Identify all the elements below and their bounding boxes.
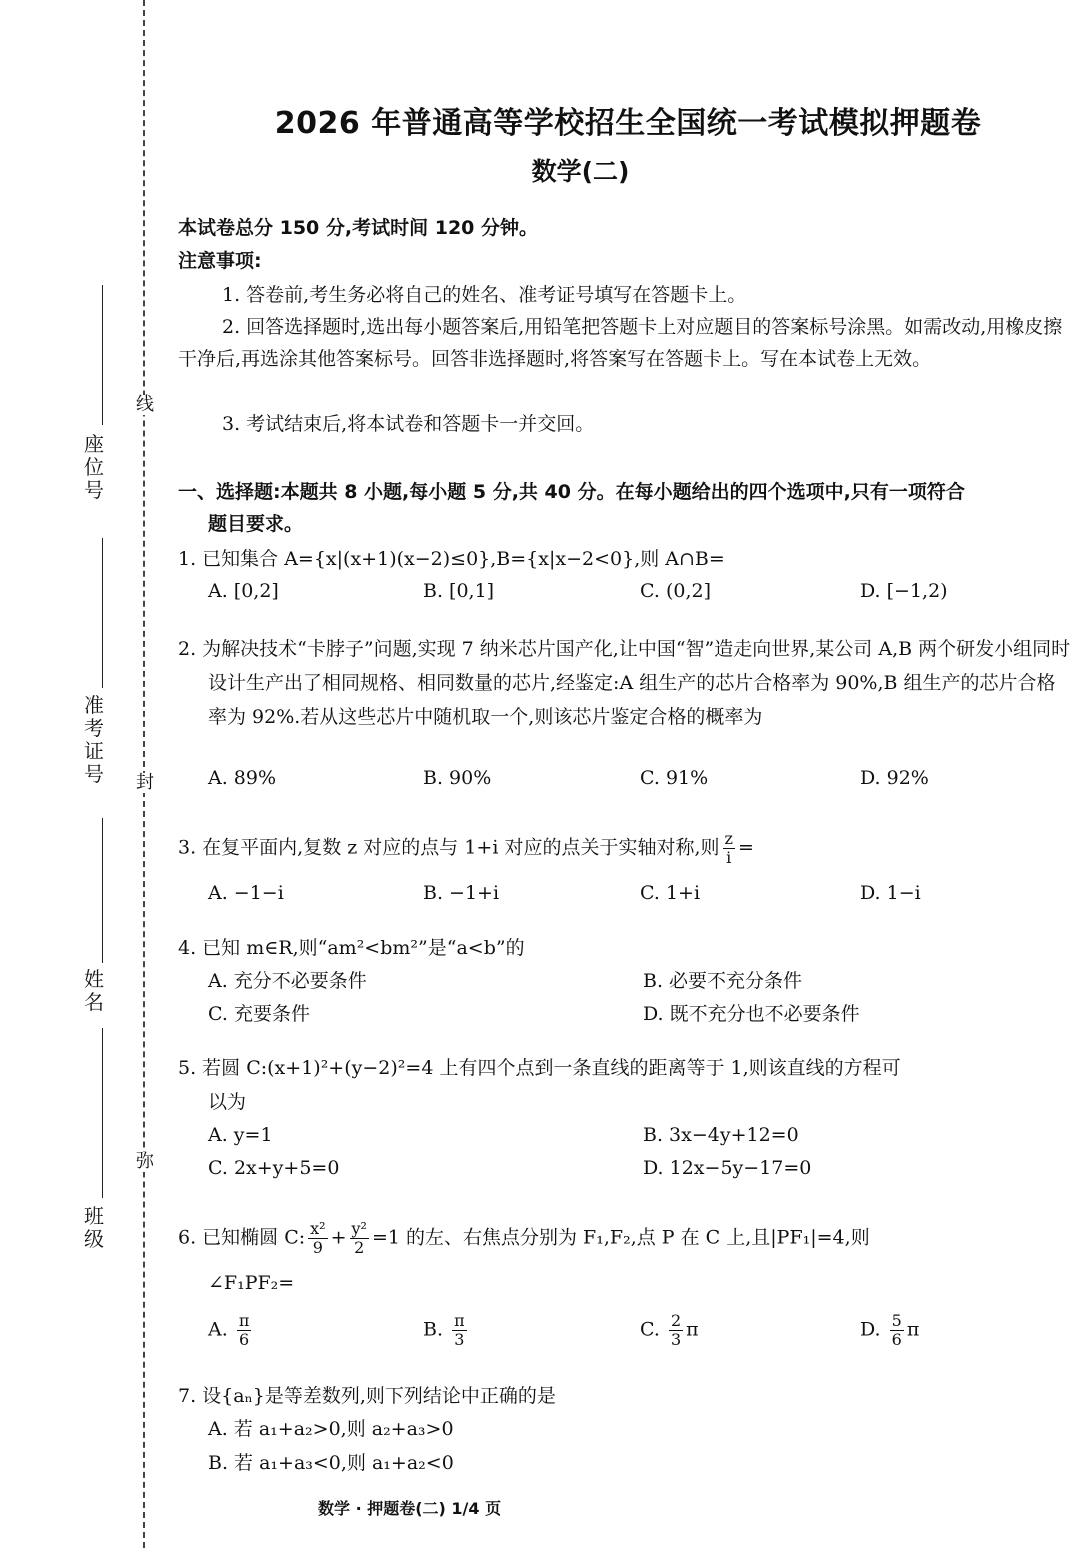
q6-d-frac — [890, 1312, 904, 1349]
q6-fraction-y — [350, 1220, 369, 1257]
q6-d-den: 6 — [891, 1330, 902, 1349]
q6-c-label: C. — [640, 1318, 660, 1341]
q6-c-frac — [669, 1312, 683, 1349]
class-label: 班级 — [84, 1204, 104, 1251]
q3-option-a: A. −1−i — [208, 882, 284, 904]
q6-stem-rest: =1 的左、右焦点分别为 F₁,F₂,点 P 在 C 上,且|PF₁|=4,则 — [371, 1226, 870, 1249]
q7-stem: 7. 设{aₙ}是等差数列,则下列结论中正确的是 — [178, 1385, 556, 1407]
q2-option-d: D. 92% — [860, 767, 929, 789]
q3-stem-equals: = — [737, 836, 754, 859]
notes-heading: 注意事项: — [178, 250, 262, 272]
q1-option-c: C. (0,2] — [640, 580, 711, 602]
q4-option-d: D. 既不充分也不必要条件 — [643, 1003, 860, 1025]
q5-stem-cont: 以为 — [208, 1091, 247, 1113]
q6-d-label: D. — [860, 1318, 881, 1341]
name-label: 姓名 — [84, 967, 104, 1014]
page-footer: 数学 · 押题卷(二) 1/4 页 — [318, 1499, 502, 1518]
page-title: 2026 年普通高等学校招生全国统一考试模拟押题卷 — [274, 106, 982, 141]
q6-f1-num: x² — [310, 1219, 326, 1238]
class-rule — [102, 1028, 103, 1198]
q3-option-b: B. −1+i — [423, 882, 500, 904]
seal-char-xian: 线 — [136, 394, 154, 415]
q4-option-c: C. 充要条件 — [208, 1003, 310, 1025]
q1-stem: 1. 已知集合 A={x|(x+1)(x−2)≤0},B={x|x−2<0},则 A∩B= — [178, 548, 725, 570]
q7-option-b: B. 若 a₁+a₃<0,则 a₁+a₂<0 — [208, 1452, 454, 1474]
q3-option-c: C. 1+i — [640, 882, 701, 904]
q6-stem — [178, 1220, 870, 1257]
q6-stem-text: 6. 已知椭圆 C: — [178, 1226, 306, 1249]
page-subtitle: 数学(二) — [531, 157, 630, 186]
q2-option-b: B. 90% — [423, 767, 492, 789]
seat-number-rule — [102, 285, 103, 425]
q3-frac-num: z — [724, 829, 733, 848]
q6-option-c — [640, 1312, 699, 1349]
q6-option-d — [860, 1312, 919, 1349]
q6-option-b — [423, 1312, 470, 1349]
q4-stem: 4. 已知 m∈R,则“am²<bm²”是“a<b”的 — [178, 937, 525, 959]
q3-fraction — [723, 830, 735, 867]
q3-option-d: D. 1−i — [860, 882, 921, 904]
q6-fraction-x — [308, 1220, 327, 1257]
q7-option-a: A. 若 a₁+a₂>0,则 a₂+a₃>0 — [208, 1418, 454, 1440]
note-2: 2. 回答选择题时,选出每小题答案后,用铅笔把答题卡上对应题目的答案标号涂黑。如需改动,用橡皮擦干净后,再选涂其他答案标号。回答非选择题时,将答案写在答题卡上。写在本试卷上无效。 — [178, 316, 1063, 370]
q2-stem: 2. 为解决技术“卡脖子”问题,实现 7 纳米芯片国产化,让中国“智”造走向世界,某公司 A,B 两个研发小组同时设计生产出了相同规格、相同数量的芯片,经鉴定:A 组生产的芯片合格率为 90%,B 组生产的芯片合格率为 92%.若从这些芯片中随机取一个,则该芯片鉴定合格的概率为 — [178, 638, 1071, 728]
section1-heading-cont: 题目要求。 — [208, 513, 304, 535]
q1-option-a: A. [0,2] — [208, 580, 279, 602]
q6-c-den: 3 — [670, 1330, 682, 1349]
q4-option-b: B. 必要不充分条件 — [643, 970, 803, 992]
q6-a-num: π — [238, 1311, 250, 1330]
q6-b-frac — [452, 1312, 467, 1349]
q1-option-b: B. [0,1] — [423, 580, 495, 602]
q5-stem: 5. 若圆 C:(x+1)²+(y−2)²=4 上有四个点到一条直线的距离等于 1,则该直线的方程可 — [178, 1057, 901, 1079]
q6-plus: + — [330, 1226, 347, 1249]
q6-option-a — [208, 1312, 254, 1349]
q5-option-d: D. 12x−5y−17=0 — [643, 1157, 812, 1179]
section1-heading: 一、选择题:本题共 8 小题,每小题 5 分,共 40 分。在每小题给出的四个选项中,只有一项符合 — [178, 481, 965, 503]
q5-option-a: A. y=1 — [208, 1124, 273, 1146]
seal-char-mi: 弥 — [136, 1151, 154, 1172]
q6-b-label: B. — [423, 1318, 444, 1341]
q1-option-d: D. [−1,2) — [860, 580, 948, 602]
q6-f2-num: y² — [351, 1219, 367, 1238]
seal-char-feng: 封 — [136, 772, 154, 793]
q6-d-num: 5 — [891, 1311, 902, 1330]
exam-id-label: 准考证号 — [84, 693, 104, 786]
note-1: 1. 答卷前,考生务必将自己的姓名、准考证号填写在答题卡上。 — [222, 284, 747, 306]
q6-f2-den: 2 — [354, 1238, 365, 1257]
q6-options — [208, 1312, 1068, 1356]
q5-option-c: C. 2x+y+5=0 — [208, 1157, 340, 1179]
exam-id-rule — [102, 538, 103, 688]
q6-stem-cont: ∠F₁PF₂= — [208, 1272, 295, 1294]
q6-c-suffix: π — [686, 1318, 699, 1341]
q6-b-den: 3 — [454, 1330, 465, 1349]
seat-number-label: 座位号 — [84, 432, 104, 502]
q6-f1-den: 9 — [312, 1238, 323, 1257]
q6-a-label: A. — [208, 1318, 228, 1341]
name-rule — [102, 818, 103, 963]
q3-stem-text: 3. 在复平面内,复数 z 对应的点与 1+i 对应的点关于实轴对称,则 — [178, 836, 720, 859]
q6-d-suffix: π — [906, 1318, 920, 1341]
q3-frac-den: i — [726, 848, 732, 867]
q6-c-num: 2 — [670, 1311, 682, 1330]
q6-b-num: π — [454, 1311, 465, 1330]
q6-a-den: 6 — [238, 1330, 250, 1349]
q6-a-frac — [237, 1312, 252, 1349]
q5-option-b: B. 3x−4y+12=0 — [643, 1124, 799, 1146]
score-time-line: 本试卷总分 150 分,考试时间 120 分钟。 — [178, 217, 538, 239]
q4-option-a: A. 充分不必要条件 — [208, 970, 367, 992]
q2-option-c: C. 91% — [640, 767, 709, 789]
q3-stem — [178, 830, 754, 867]
q2-option-a: A. 89% — [208, 767, 277, 789]
note-3: 3. 考试结束后,将本试卷和答题卡一并交回。 — [222, 413, 595, 435]
